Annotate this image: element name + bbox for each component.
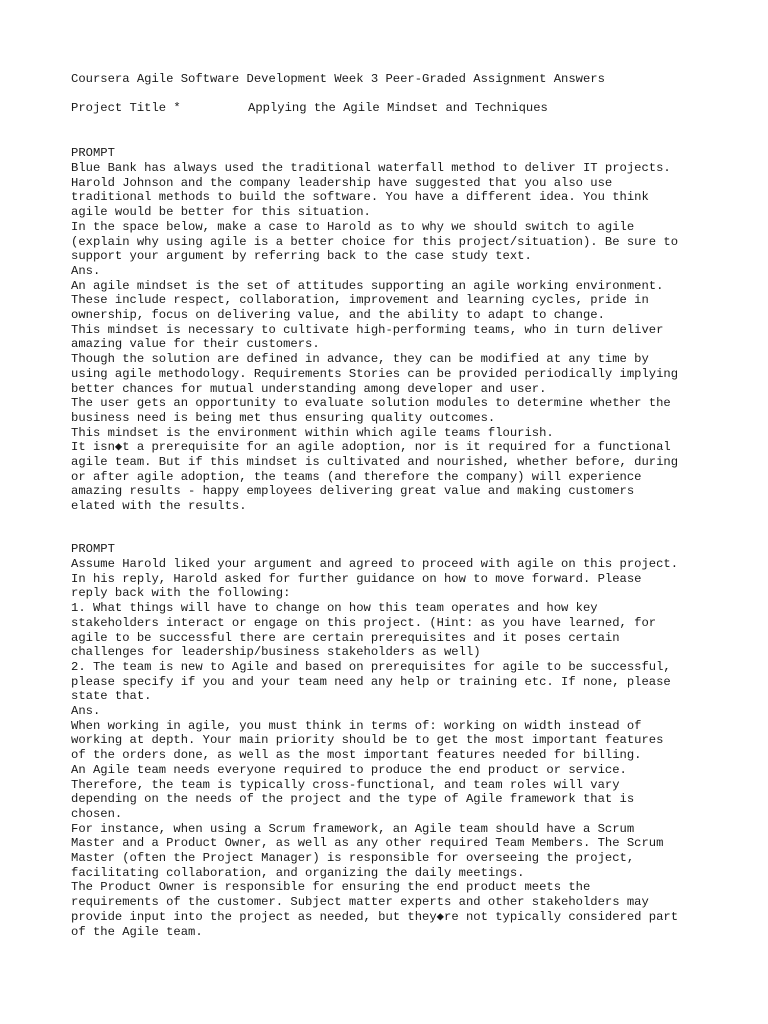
text-line: facilitating collaboration, and organizing the daily meetings. <box>71 865 525 880</box>
text-line: chosen. <box>71 806 123 821</box>
text-line: of the Agile team. <box>71 924 203 939</box>
text-line: Assume Harold liked your argument and agreed to proceed with agile on this project. <box>71 557 679 571</box>
text-line: Blue Bank has always used the traditional waterfall method to deliver IT projects. <box>71 161 671 175</box>
text-line: reply back with the following: <box>71 586 291 601</box>
text-line: challenges for leadership/business stakeholders as well) <box>71 645 481 660</box>
text-line: ownership, focus on delivering value, and the ability to adapt to change. <box>71 308 605 322</box>
text-line: When working in agile, you must think in terms of: working on width instead of <box>71 718 642 733</box>
text-line: requirements of the customer. Subject matter experts and other stakeholders may <box>71 895 649 910</box>
text-line: please specify if you and your team need any help or training etc. If none, please <box>71 674 671 689</box>
text-line: This mindset is the environment within which agile teams flourish. <box>71 425 554 440</box>
text-line: agile team. But if this mindset is cultivated and nourished, whether before, during <box>71 455 679 469</box>
text-line: This mindset is necessary to cultivate high-performing teams, who in turn deliver <box>71 322 664 337</box>
text-line: Master and a Product Owner, as well as any other required Team Members. The Scrum <box>71 836 664 851</box>
text-line: For instance, when using a Scrum framework, an Agile team should have a Scrum <box>71 821 635 836</box>
text-line: agile would be better for this situation. <box>71 205 371 220</box>
text-line: Though the solution are defined in advance, they can be modified at any time by <box>71 352 649 367</box>
project-title-label: Project Title * <box>71 101 181 115</box>
text-line: support your argument by referring back to the case study text. <box>71 249 532 264</box>
text-line: It isn◆t a prerequisite for an agile adoption, nor is it required for a functional <box>71 440 671 455</box>
document-title: Coursera Agile Software Development Week 3 Peer-Graded Assignment Answers <box>71 72 605 86</box>
text-line: provide input into the project as needed, but they◆re not typically considered part <box>71 909 679 924</box>
text-line: amazing value for their customers. <box>71 337 320 352</box>
text-line: business need is being met thus ensuring quality outcomes. <box>71 410 496 425</box>
section-heading: PROMPT <box>71 146 115 160</box>
section-heading: PROMPT <box>71 542 115 556</box>
text-line: Ans. <box>71 263 101 278</box>
text-line: elated with the results. <box>71 499 247 514</box>
project-title-row <box>71 101 548 116</box>
text-line: depending on the needs of the project and the type of Agile framework that is <box>71 792 635 807</box>
text-line: (explain why using agile is a better choice for this project/situation). Be sure to <box>71 234 679 249</box>
project-title-value: Applying the Agile Mindset and Techniques <box>248 101 548 115</box>
text-line: The Product Owner is responsible for ensuring the end product meets the <box>71 880 591 895</box>
text-line: better chances for mutual understanding among developer and user. <box>71 381 547 396</box>
text-line: 2. The team is new to Agile and based on prerequisites for agile to be successful, <box>71 659 671 674</box>
text-line: working at depth. Your main priority should be to get the most important features <box>71 733 664 748</box>
text-line: These include respect, collaboration, improvement and learning cycles, pride in <box>71 293 649 308</box>
text-line: amazing results - happy employees delivering great value and making customers <box>71 484 635 499</box>
text-line: stakeholders interact or engage on this project. (Hint: as you have learned, for <box>71 615 657 630</box>
text-line: The user gets an opportunity to evaluate solution modules to determine whether the <box>71 396 671 411</box>
text-line: Therefore, the team is typically cross-functional, and team roles will vary <box>71 777 620 792</box>
text-line: using agile methodology. Requirements Stories can be provided periodically implying <box>71 366 679 381</box>
text-line: state that. <box>71 689 152 704</box>
text-line: An Agile team needs everyone required to produce the end product or service. <box>71 762 627 777</box>
text-line: traditional methods to build the software. You have a different idea. You think <box>71 190 649 205</box>
text-line: agile to be successful there are certain prerequisites and it poses certain <box>71 630 620 645</box>
text-line: Master (often the Project Manager) is responsible for overseeing the project, <box>71 851 635 865</box>
text-line: 1. What things will have to change on how this team operates and how key <box>71 601 598 616</box>
text-line: In his reply, Harold asked for further guidance on how to move forward. Please <box>71 571 642 586</box>
text-line: Harold Johnson and the company leadership have suggested that you also use <box>71 175 613 190</box>
text-line: or after agile adoption, the teams (and therefore the company) will experience <box>71 469 642 484</box>
text-line: In the space below, make a case to Harold as to why we should switch to agile <box>71 219 635 234</box>
text-line: Ans. <box>71 704 101 718</box>
text-line: An agile mindset is the set of attitudes supporting an agile working environment. <box>71 278 664 293</box>
text-line: of the orders done, as well as the most important features needed for billing. <box>71 748 642 763</box>
